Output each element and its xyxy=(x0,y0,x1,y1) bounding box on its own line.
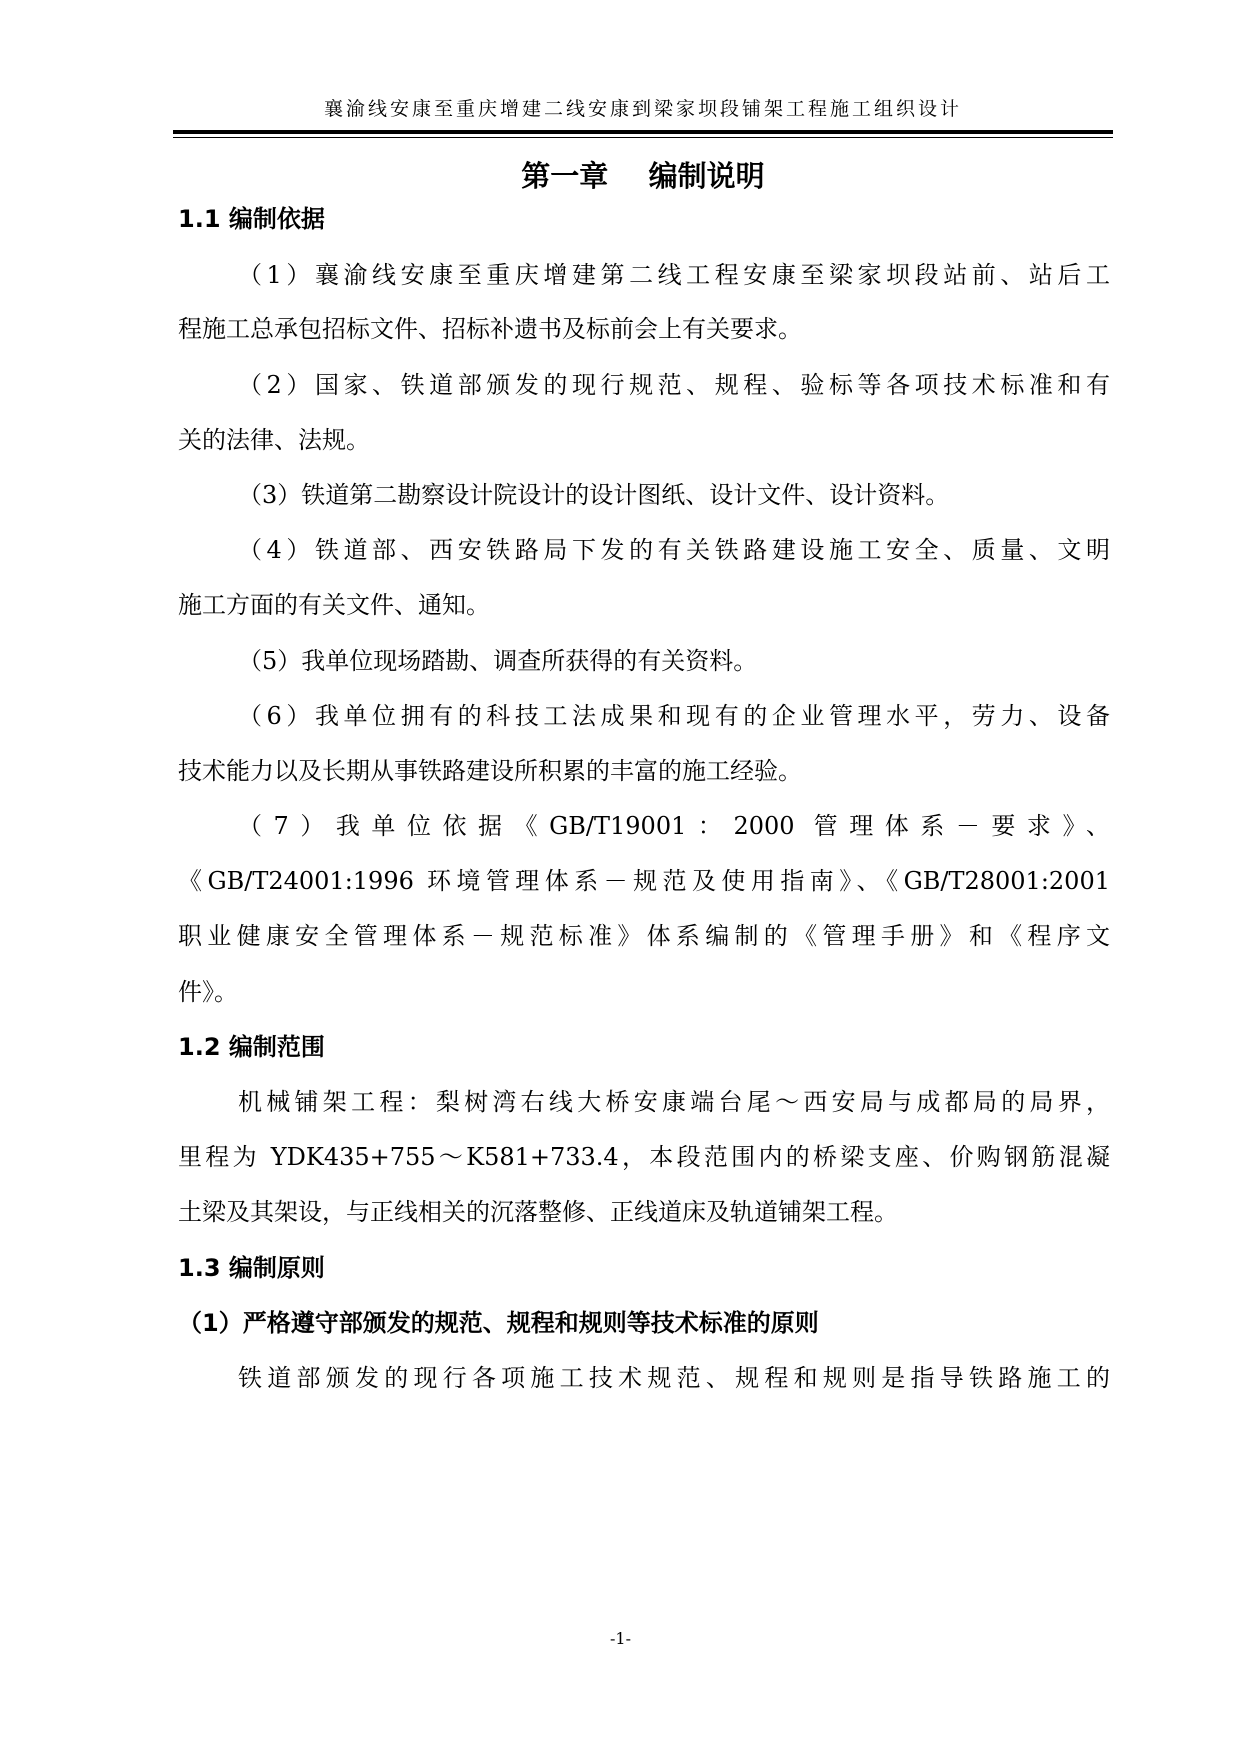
header-rule-thin xyxy=(173,137,1113,138)
paragraph-line: 件》。 xyxy=(178,978,238,1006)
paragraph-line: （7）我单位依据《GB/T19001：2000 管理体系－要求》、 xyxy=(238,812,1110,840)
paragraph-line: 机械铺架工程：梨树湾右线大桥安康端台尾～西安局与成都局的局界， xyxy=(238,1088,1110,1116)
paragraph-line: 《GB/T24001:1996 环境管理体系－规范及使用指南》、《GB/T28001:2001 xyxy=(178,867,1110,895)
chapter-title: 第一章 编制说明 xyxy=(521,159,765,193)
section-heading-1-2: 1.2 编制范围 xyxy=(178,1033,325,1061)
section-heading-1-3: 1.3 编制原则 xyxy=(178,1254,325,1282)
paragraph-line: （6）我单位拥有的科技工法成果和现有的企业管理水平，劳力、设备 xyxy=(238,702,1110,730)
paragraph-line: 土梁及其架设，与正线相关的沉落整修、正线道床及轨道铺架工程。 xyxy=(178,1198,898,1226)
paragraph-line: （5）我单位现场踏勘、调查所获得的有关资料。 xyxy=(238,647,758,675)
paragraph-line: 里程为 YDK435+755～K581+733.4，本段范围内的桥梁支座、价购钢筋混凝 xyxy=(178,1143,1110,1171)
section-heading-1-1: 1.1 编制依据 xyxy=(178,205,325,233)
paragraph-line: （1）襄渝线安康至重庆增建第二线工程安康至梁家坝段站前、站后工 xyxy=(238,261,1110,289)
paragraph-line: 铁道部颁发的现行各项施工技术规范、规程和规则是指导铁路施工的 xyxy=(238,1364,1110,1392)
paragraph-line: （4）铁道部、西安铁路局下发的有关铁路建设施工安全、质量、文明 xyxy=(238,536,1110,564)
paragraph-line: 施工方面的有关文件、通知。 xyxy=(178,591,490,619)
paragraph-line: 程施工总承包招标文件、招标补遗书及标前会上有关要求。 xyxy=(178,315,802,343)
paragraph-line: （3）铁道第二勘察设计院设计的设计图纸、设计文件、设计资料。 xyxy=(238,481,950,509)
paragraph-line: 职业健康安全管理体系－规范标准》体系编制的《管理手册》和《程序文 xyxy=(178,922,1110,950)
header-rule-thick xyxy=(173,130,1113,134)
running-header: 襄渝线安康至重庆增建二线安康到梁家坝段铺架工程施工组织设计 xyxy=(323,98,962,120)
paragraph-line: 技术能力以及长期从事铁路建设所积累的丰富的施工经验。 xyxy=(178,757,802,785)
subsection-heading: （1）严格遵守部颁发的规范、规程和规则等技术标准的原则 xyxy=(178,1309,819,1337)
paragraph-line: （2）国家、铁道部颁发的现行规范、规程、验标等各项技术标准和有 xyxy=(238,371,1110,399)
paragraph-line: 关的法律、法规。 xyxy=(178,426,370,454)
page-number: -1- xyxy=(610,1629,631,1648)
